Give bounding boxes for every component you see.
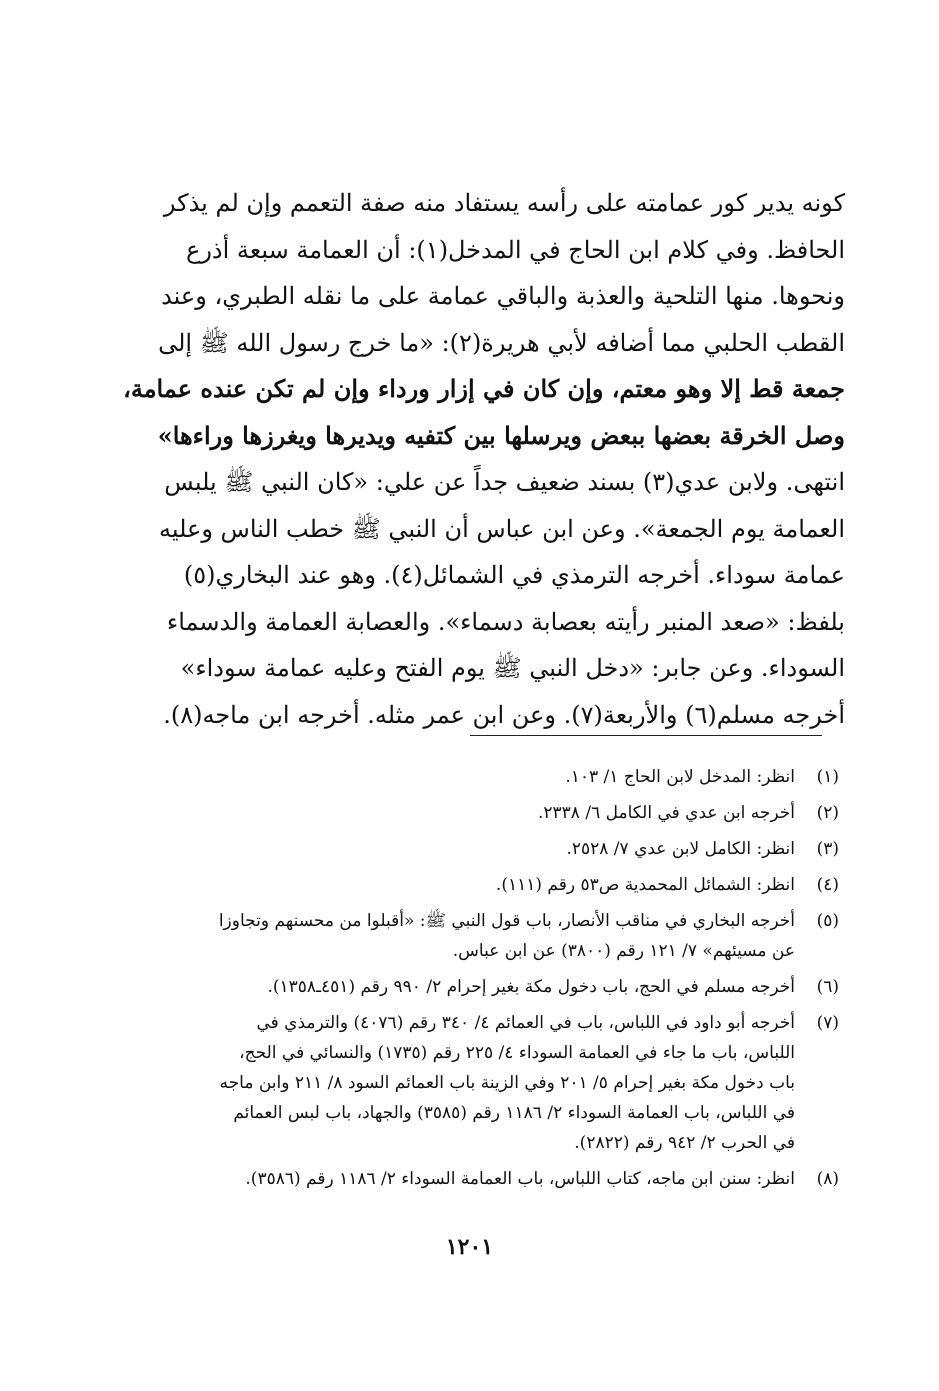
footnote-line: في الحرب ٢/ ٩٤٢ رقم (٢٨٢٢).	[574, 1133, 795, 1153]
footnote-number: (٤)	[816, 875, 839, 895]
text-line: وصل الخرقة بعضها ببعض ويرسلها بين كتفيه ويديرها ويغرزها وراءها»	[157, 420, 845, 450]
footnote-line: باب دخول مكة بغير إحرام ٥/ ٢٠١ وفي الزينة باب العمائم السود ٨/ ٢١١ وابن ماجه	[219, 1073, 795, 1093]
footnote-line: انظر: الكامل لابن عدي ٧/ ٢٥٢٨.	[566, 839, 795, 859]
footnote-number: (٥)	[816, 911, 839, 931]
footnote-text	[95, 798, 795, 828]
footnote-text	[95, 1008, 795, 1158]
text-line: انتهى. ولابن عدي(٣) بسند ضعيف جداً عن علي: «كان النبي ﷺ يلبس	[164, 468, 845, 496]
text-line: أخرجه مسلم(٦) والأربعة(٧). وعن ابن عمر مثله. أخرجه ابن ماجه(٨).	[163, 700, 845, 729]
text-line: عمامة سوداء. أخرجه الترمذي في الشمائل(٤). وهو عند البخاري(٥)	[183, 561, 845, 589]
footnotes	[95, 762, 839, 1200]
footnote-number: (٧)	[816, 1013, 839, 1033]
text-line: القطب الحلبي مما أضافه لأبي هريرة(٢): «ما خرج رسول الله ﷺ إلى	[158, 328, 845, 357]
footnote-4	[95, 870, 839, 900]
footnote-5	[95, 906, 839, 966]
text-line: السوداء. وعن جابر: «دخل النبي ﷺ يوم الفتح وعليه عمامة سوداء»	[180, 654, 845, 682]
footnote-number: (٢)	[816, 803, 839, 823]
footnote-text	[95, 1164, 795, 1194]
footnote-text	[95, 762, 795, 792]
footnote-6	[95, 972, 839, 1002]
footnote-line: انظر: الشمائل المحمدية ص٥٣ رقم (١١١).	[495, 875, 795, 895]
footnote-line: أخرجه أبو داود في اللباس، باب في العمائم ٤/ ٣٤٠ رقم (٤٠٧٦) والترمذي في	[256, 1013, 795, 1033]
footnote-2	[95, 798, 839, 828]
footnote-1	[95, 762, 839, 792]
footnote-text	[95, 972, 795, 1002]
main-text-block	[90, 180, 845, 738]
footnote-line: أخرجه ابن عدي في الكامل ٦/ ٢٣٣٨.	[538, 803, 795, 823]
text-line: العمامة يوم الجمعة». وعن ابن عباس أن النبي ﷺ خطب الناس وعليه	[158, 514, 845, 543]
footnote-line: أخرجه البخاري في مناقب الأنصار، باب قول النبي ﷺ: «أقبلوا من محسنهم وتجاوزا	[218, 911, 795, 931]
footnote-3	[95, 834, 839, 864]
footnote-number: (٨)	[816, 1169, 839, 1189]
text-line: كونه يدير كور عمامته على رأسه يستفاد منه صفة التعمم وإن لم يذكر	[163, 189, 845, 217]
footnote-7	[95, 1008, 839, 1158]
footnote-8	[95, 1164, 839, 1194]
footnote-text	[95, 870, 795, 900]
footnote-line: أخرجه مسلم في الحج، باب دخول مكة بغير إحرام ٢/ ٩٩٠ رقم (٤٥١ـ١٣٥٨).	[267, 977, 795, 997]
text-line: بلفظ: «صعد المنبر رأيته بعصابة دسماء». والعصابة العمامة والدسماء	[166, 607, 845, 636]
footnote-number: (٦)	[816, 977, 839, 997]
footnote-separator	[470, 735, 822, 736]
page-number: ١٢٠١	[445, 1234, 494, 1260]
footnote-line: في اللباس، باب العمامة السوداء ٢/ ١١٨٦ رقم (٣٥٨٥) والجهاد، باب لبس العمائم	[233, 1103, 795, 1123]
footnote-text	[95, 834, 795, 864]
footnote-line: عن مسيئهم» ٧/ ١٢١ رقم (٣٨٠٠) عن ابن عباس.	[452, 941, 795, 961]
footnote-line: انظر: المدخل لابن الحاج ١/ ١٠٣.	[565, 767, 795, 787]
footnote-text	[95, 906, 795, 966]
footnote-number: (١)	[816, 767, 839, 787]
text-line: الحافظ. وفي كلام ابن الحاج في المدخل(١): أن العمامة سبعة أذرع	[186, 235, 845, 264]
footnote-line: انظر: سنن ابن ماجه، كتاب اللباس، باب العمامة السوداء ٢/ ١١٨٦ رقم (٣٥٨٦).	[245, 1169, 795, 1189]
footnote-number: (٣)	[816, 839, 839, 859]
text-line: جمعة قط إلا وهو معتم، وإن كان في إزار ورداء وإن لم تكن عنده عمامة،	[123, 374, 845, 403]
footnote-line: اللباس، باب ما جاء في العمامة السوداء ٤/ ٢٢٥ رقم (١٧٣٥) والنسائي في الحج،	[239, 1043, 795, 1063]
text-line: ونحوها. منها التلحية والعذبة والباقي عمامة على ما نقله الطبري، وعند	[161, 282, 845, 310]
